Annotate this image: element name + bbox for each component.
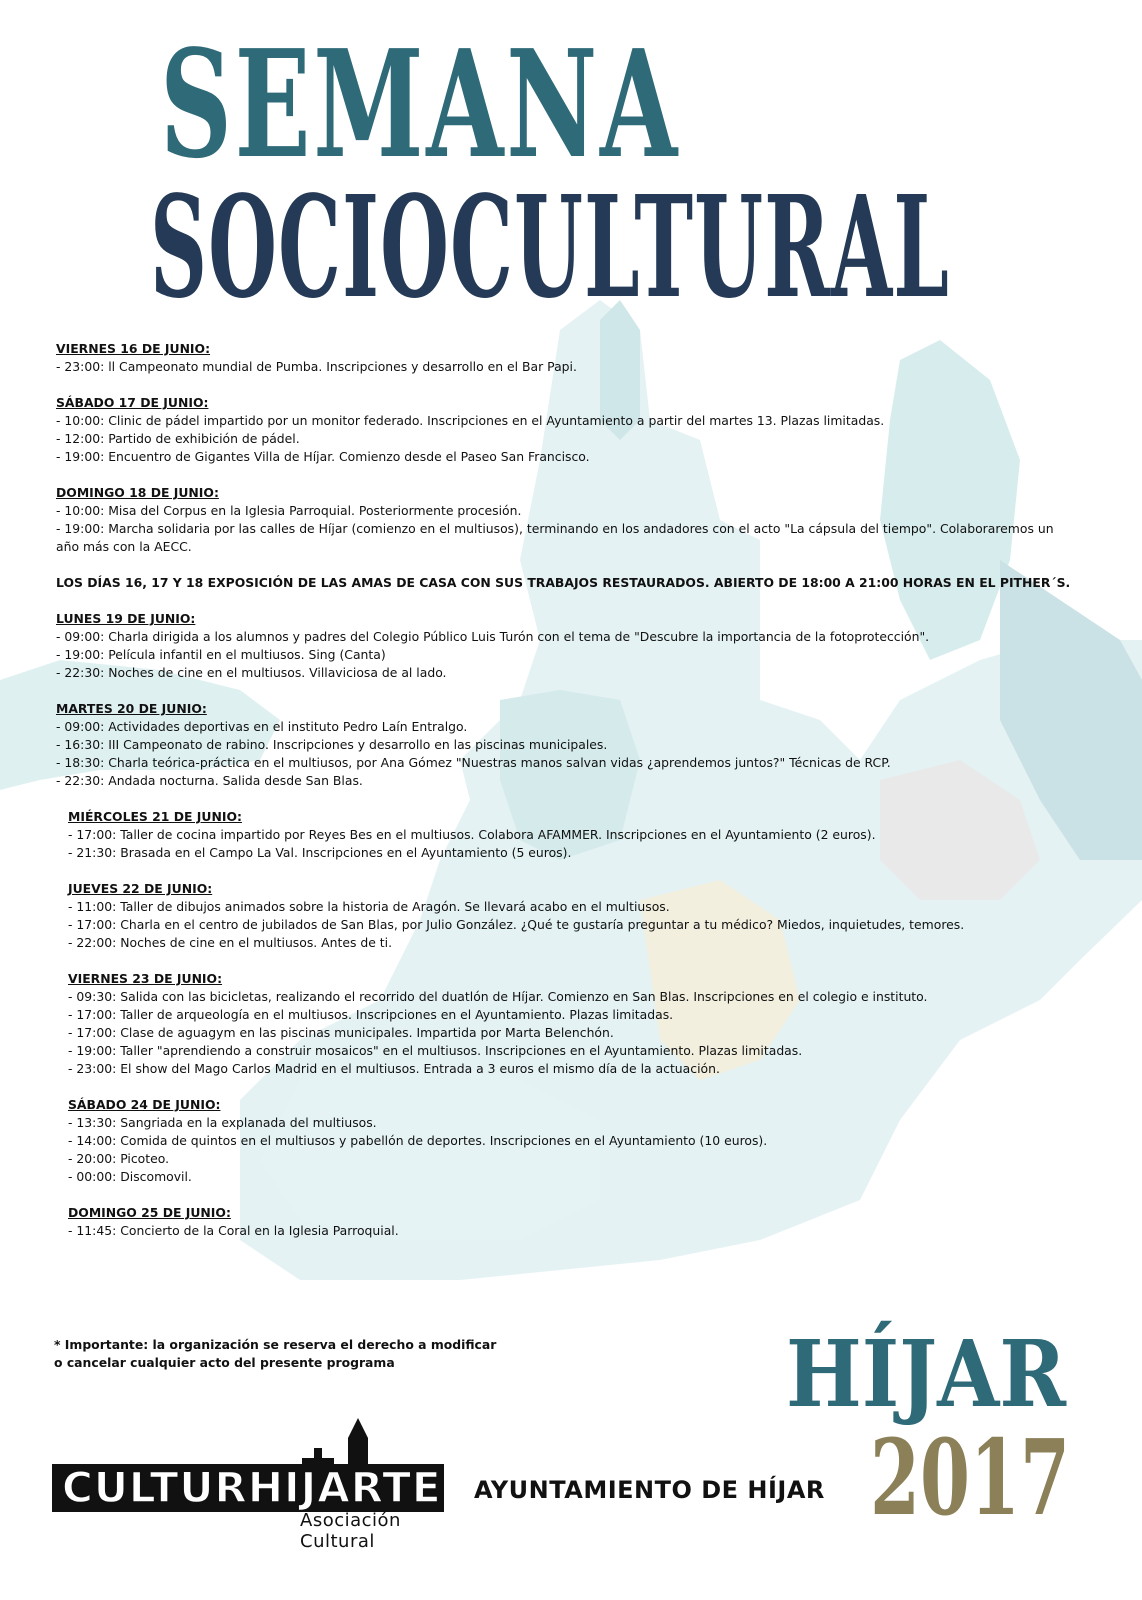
hijar-2017-lettering [780,1318,1080,1538]
event-item: - 09:00: Actividades deportivas en el instituto Pedro Laín Entralgo. [56,719,468,734]
event-item: - 09:00: Charla dirigida a los alumnos y padres del Colegio Público Luis Turón con el tema de "Descubre la importancia de la fotoprotección". [56,629,930,644]
event-item: - 18:30: Charla teórica-práctica en el multiusos, por Ana Gómez "Nuestras manos salvan vidas ¿aprendemos juntos?" Técnicas de RCP. [56,755,891,770]
day-block [56,1096,1076,1186]
event-item: - 00:00: Discomovil. [68,1169,192,1184]
event-item: - 10:00: Misa del Corpus en la Iglesia Parroquial. Posteriormente procesión. [56,503,522,518]
day-block [56,340,1076,376]
hijar-2017-logo [780,1318,1080,1538]
day-heading: DOMINGO 18 DE JUNIO: [56,485,219,500]
association-subtitle: Asociación Cultural [300,1510,401,1552]
day-heading: DOMINGO 25 DE JUNIO: [68,1205,231,1220]
day-block [56,880,1076,952]
day-block [56,808,1076,862]
event-item: - 10:00: Clinic de pádel impartido por un monitor federado. Inscripciones en el Ayuntamiento a partir del martes 13. Plazas limitadas. [56,413,885,428]
event-item: - 19:00: Taller "aprendiendo a construir mosaicos" en el multiusos. Inscripciones en el Ayuntamiento. Plazas limitadas. [68,1043,803,1058]
event-item: - 19:00: Encuentro de Gigantes Villa de Híjar. Comienzo desde el Paseo San Francisco. [56,449,590,464]
disclaimer-line: o cancelar cualquier acto del presente programa [54,1355,395,1370]
day-block [56,1204,1076,1240]
event-item: - 17:00: Clase de aguagym en las piscinas municipales. Impartida por Marta Belenchón. [68,1025,614,1040]
day-heading: LUNES 19 DE JUNIO: [56,611,196,626]
day-block [56,484,1076,556]
event-item: - 17:00: Taller de cocina impartido por Reyes Bes en el multiusos. Colabora AFAMMER. Inscripciones en el Ayuntamiento (2 euros). [68,827,876,842]
day-heading: VIERNES 23 DE JUNIO: [68,971,223,986]
event-item: - 13:30: Sangriada en la explanada del multiusos. [68,1115,377,1130]
event-item: - 09:30: Salida con las bicicletas, realizando el recorrido del duatlón de Híjar. Comienzo en San Blas. Inscripciones en el colegio e instituto. [68,989,928,1004]
title-line-1: SEMANA [160,17,680,191]
event-item: - 17:00: Taller de arqueología en el multiusos. Inscripciones en el Ayuntamiento. Plazas limitadas. [68,1007,674,1022]
day-heading: MIÉRCOLES 21 DE JUNIO: [68,809,242,824]
event-item: - 23:00: El show del Mago Carlos Madrid en el multiusos. Entrada a 3 euros el mismo día de la actuación. [68,1061,720,1076]
town-name: HÍJAR [786,1320,1067,1428]
day-block [56,700,1076,790]
day-block [56,394,1076,466]
day-heading: VIERNES 16 DE JUNIO: [56,341,211,356]
day-heading: SÁBADO 17 DE JUNIO: [56,395,209,410]
event-item: - 20:00: Picoteo. [68,1151,170,1166]
event-item: - 14:00: Comida de quintos en el multiusos y pabellón de deportes. Inscripciones en el Ayuntamiento (10 euros). [68,1133,768,1148]
association-name: CULTURHIJARTE [62,1463,442,1512]
event-item: - 11:00: Taller de dibujos animados sobre la historia de Aragón. Se llevará acabo en el multiusos. [68,899,670,914]
day-heading: JUEVES 22 DE JUNIO: [68,881,213,896]
disclaimer-note [54,1336,496,1372]
title-lettering [150,17,990,330]
event-item: - 17:00: Charla en el centro de jubilados de San Blas, por Julio González. ¿Qué te gustaría preguntar a tu médico? Miedos, inquietudes, temores. [68,917,965,932]
exhibition-notice: LOS DÍAS 16, 17 Y 18 EXPOSICIÓN DE LAS AMAS DE CASA CON SUS TRABAJOS RESTAURADOS. ABIERTO DE 18:00 A 21:00 HORAS EN EL PITHER´S. [56,575,1071,590]
event-item: - 16:30: III Campeonato de rabino. Inscripciones y desarrollo en las piscinas municipales. [56,737,608,752]
event-schedule [56,340,1076,1258]
disclaimer-line: * Importante: la organización se reserva el derecho a modificar [54,1337,497,1352]
event-item: - 19:00: Marcha solidaria por las calles de Híjar (comienzo en el multiusos), terminando en los andadores con el acto "La cápsula del tiempo". Colaboraremos un año más con la AECC. [56,521,1054,554]
day-heading: SÁBADO 24 DE JUNIO: [68,1097,221,1112]
title-line-2: SOCIOCULTURAL [150,166,950,330]
council-name: AYUNTAMIENTO DE HÍJAR [474,1476,825,1504]
event-item: - 22:30: Andada nocturna. Salida desde San Blas. [56,773,363,788]
poster-title [150,17,990,330]
edition-year: 2017 [870,1416,1070,1539]
culturhijarte-logo [52,1418,448,1552]
event-item: - 23:00: ll Campeonato mundial de Pumba. Inscripciones y desarrollo en el Bar Papi. [56,359,577,374]
event-item: - 22:30: Noches de cine en el multiusos. Villaviciosa de al lado. [56,665,447,680]
event-item: - 21:30: Brasada en el Campo La Val. Inscripciones en el Ayuntamiento (5 euros). [68,845,572,860]
day-block [56,970,1076,1078]
event-item: - 22:00: Noches de cine en el multiusos. Antes de ti. [68,935,393,950]
event-item: - 12:00: Partido de exhibición de pádel. [56,431,300,446]
event-item: - 19:00: Película infantil en el multiusos. Sing (Canta) [56,647,386,662]
event-item: - 11:45: Concierto de la Coral en la Iglesia Parroquial. [68,1223,399,1238]
day-heading: MARTES 20 DE JUNIO: [56,701,207,716]
day-block [56,610,1076,682]
